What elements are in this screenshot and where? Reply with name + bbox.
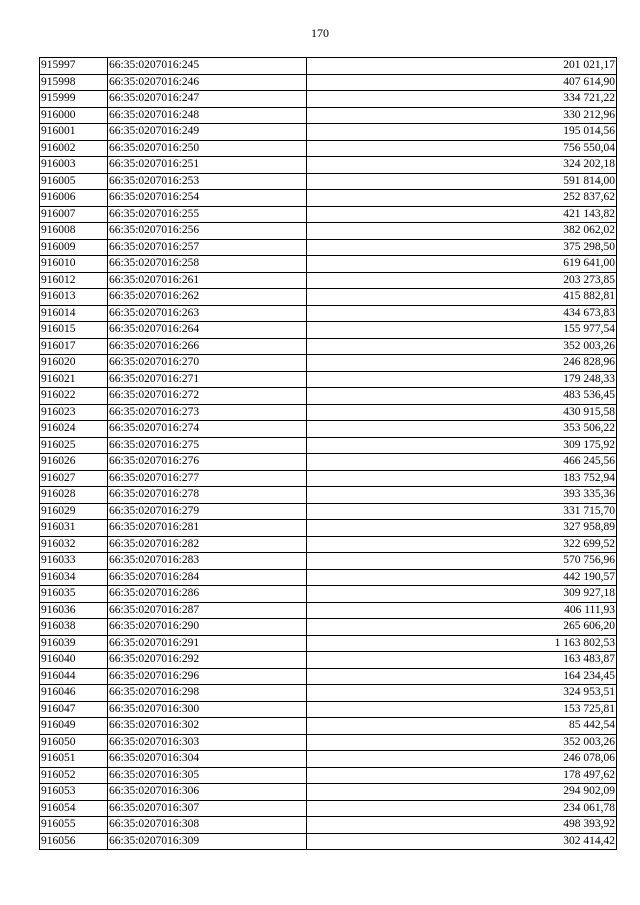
value-cell: 483 536,45 — [307, 388, 617, 405]
row-id-cell: 916035 — [40, 586, 108, 603]
value-cell: 265 606,20 — [307, 619, 617, 636]
row-id-cell: 916036 — [40, 602, 108, 619]
table-row — [40, 751, 617, 768]
value-cell: 421 143,82 — [307, 206, 617, 223]
row-id-cell: 916002 — [40, 140, 108, 157]
table-row — [40, 289, 617, 306]
row-id-cell: 916020 — [40, 355, 108, 372]
table-row — [40, 635, 617, 652]
cadastral-number-cell: 66:35:0207016:300 — [108, 701, 307, 718]
row-id-cell: 916047 — [40, 701, 108, 718]
table-row — [40, 107, 617, 124]
value-cell: 756 550,04 — [307, 140, 617, 157]
row-id-cell: 916034 — [40, 569, 108, 586]
row-id-cell: 916008 — [40, 223, 108, 240]
value-cell: 442 190,57 — [307, 569, 617, 586]
cadastral-number-cell: 66:35:0207016:277 — [108, 470, 307, 487]
row-id-cell: 916021 — [40, 371, 108, 388]
value-cell: 331 715,70 — [307, 503, 617, 520]
row-id-cell: 916032 — [40, 536, 108, 553]
table-row — [40, 140, 617, 157]
cadastral-number-cell: 66:35:0207016:261 — [108, 272, 307, 289]
value-cell: 430 915,58 — [307, 404, 617, 421]
row-id-cell: 916015 — [40, 322, 108, 339]
value-cell: 415 882,81 — [307, 289, 617, 306]
cadastral-number-cell: 66:35:0207016:278 — [108, 487, 307, 504]
cadastral-number-cell: 66:35:0207016:253 — [108, 173, 307, 190]
value-cell: 591 814,00 — [307, 173, 617, 190]
table-row — [40, 206, 617, 223]
table-row — [40, 305, 617, 322]
table-row — [40, 470, 617, 487]
row-id-cell: 916013 — [40, 289, 108, 306]
row-id-cell: 916040 — [40, 652, 108, 669]
value-cell: 407 614,90 — [307, 74, 617, 91]
row-id-cell: 916028 — [40, 487, 108, 504]
value-cell: 570 756,96 — [307, 553, 617, 570]
value-cell: 353 506,22 — [307, 421, 617, 438]
row-id-cell: 916056 — [40, 833, 108, 850]
row-id-cell: 916003 — [40, 157, 108, 174]
row-id-cell: 916009 — [40, 239, 108, 256]
table-row — [40, 619, 617, 636]
table-row — [40, 817, 617, 834]
row-id-cell: 916012 — [40, 272, 108, 289]
row-id-cell: 916022 — [40, 388, 108, 405]
row-id-cell: 916033 — [40, 553, 108, 570]
cadastral-number-cell: 66:35:0207016:276 — [108, 454, 307, 471]
table-row — [40, 454, 617, 471]
cadastral-number-cell: 66:35:0207016:275 — [108, 437, 307, 454]
row-id-cell: 916031 — [40, 520, 108, 537]
value-cell: 324 953,51 — [307, 685, 617, 702]
row-id-cell: 916029 — [40, 503, 108, 520]
value-cell: 302 414,42 — [307, 833, 617, 850]
value-cell: 178 497,62 — [307, 767, 617, 784]
cadastral-number-cell: 66:35:0207016:307 — [108, 800, 307, 817]
cadastral-number-cell: 66:35:0207016:249 — [108, 124, 307, 141]
value-cell: 163 483,87 — [307, 652, 617, 669]
cadastral-number-cell: 66:35:0207016:246 — [108, 74, 307, 91]
cadastral-number-cell: 66:35:0207016:286 — [108, 586, 307, 603]
cadastral-number-cell: 66:35:0207016:284 — [108, 569, 307, 586]
value-cell: 466 245,56 — [307, 454, 617, 471]
cadastral-number-cell: 66:35:0207016:305 — [108, 767, 307, 784]
value-cell: 309 927,18 — [307, 586, 617, 603]
table-row — [40, 58, 617, 75]
value-cell: 183 752,94 — [307, 470, 617, 487]
table-row — [40, 553, 617, 570]
table-row — [40, 800, 617, 817]
cadastral-number-cell: 66:35:0207016:309 — [108, 833, 307, 850]
cadastral-number-cell: 66:35:0207016:250 — [108, 140, 307, 157]
table-row — [40, 586, 617, 603]
value-cell: 393 335,36 — [307, 487, 617, 504]
value-cell: 309 175,92 — [307, 437, 617, 454]
page-number: 170 — [311, 26, 329, 40]
value-cell: 619 641,00 — [307, 256, 617, 273]
value-cell: 324 202,18 — [307, 157, 617, 174]
row-id-cell: 915999 — [40, 91, 108, 108]
table-row — [40, 338, 617, 355]
row-id-cell: 916017 — [40, 338, 108, 355]
value-cell: 375 298,50 — [307, 239, 617, 256]
row-id-cell: 915998 — [40, 74, 108, 91]
value-cell: 195 014,56 — [307, 124, 617, 141]
table-row — [40, 371, 617, 388]
table-row — [40, 833, 617, 850]
value-cell: 322 699,52 — [307, 536, 617, 553]
value-cell: 234 061,78 — [307, 800, 617, 817]
row-id-cell: 916038 — [40, 619, 108, 636]
cadastral-number-cell: 66:35:0207016:266 — [108, 338, 307, 355]
table-body — [40, 58, 617, 850]
table-row — [40, 602, 617, 619]
value-cell: 201 021,17 — [307, 58, 617, 75]
value-cell: 246 828,96 — [307, 355, 617, 372]
value-cell: 153 725,81 — [307, 701, 617, 718]
table-row — [40, 421, 617, 438]
cadastral-number-cell: 66:35:0207016:292 — [108, 652, 307, 669]
table-row — [40, 190, 617, 207]
table-row — [40, 124, 617, 141]
cadastral-number-cell: 66:35:0207016:256 — [108, 223, 307, 240]
row-id-cell: 916023 — [40, 404, 108, 421]
cadastral-number-cell: 66:35:0207016:254 — [108, 190, 307, 207]
value-cell: 252 837,62 — [307, 190, 617, 207]
cadastral-number-cell: 66:35:0207016:290 — [108, 619, 307, 636]
table-row — [40, 239, 617, 256]
cadastral-number-cell: 66:35:0207016:308 — [108, 817, 307, 834]
cadastral-number-cell: 66:35:0207016:264 — [108, 322, 307, 339]
table-row — [40, 91, 617, 108]
table-row — [40, 701, 617, 718]
row-id-cell: 916046 — [40, 685, 108, 702]
cadastral-number-cell: 66:35:0207016:258 — [108, 256, 307, 273]
cadastral-number-cell: 66:35:0207016:302 — [108, 718, 307, 735]
table-row — [40, 652, 617, 669]
cadastral-number-cell: 66:35:0207016:262 — [108, 289, 307, 306]
value-cell: 330 212,96 — [307, 107, 617, 124]
row-id-cell: 916049 — [40, 718, 108, 735]
cadastral-number-cell: 66:35:0207016:245 — [108, 58, 307, 75]
value-cell: 294 902,09 — [307, 784, 617, 801]
table-row — [40, 437, 617, 454]
value-cell: 382 062,02 — [307, 223, 617, 240]
table-row — [40, 157, 617, 174]
table-row — [40, 388, 617, 405]
row-id-cell: 916024 — [40, 421, 108, 438]
table-row — [40, 322, 617, 339]
value-cell: 164 234,45 — [307, 668, 617, 685]
value-cell: 203 273,85 — [307, 272, 617, 289]
row-id-cell: 916039 — [40, 635, 108, 652]
cadastral-number-cell: 66:35:0207016:287 — [108, 602, 307, 619]
table-row — [40, 487, 617, 504]
cadastral-number-cell: 66:35:0207016:303 — [108, 734, 307, 751]
row-id-cell: 916007 — [40, 206, 108, 223]
data-table — [39, 57, 617, 850]
table-row — [40, 503, 617, 520]
row-id-cell: 916025 — [40, 437, 108, 454]
cadastral-number-cell: 66:35:0207016:296 — [108, 668, 307, 685]
cadastral-number-cell: 66:35:0207016:270 — [108, 355, 307, 372]
row-id-cell: 916053 — [40, 784, 108, 801]
cadastral-number-cell: 66:35:0207016:306 — [108, 784, 307, 801]
cadastral-number-cell: 66:35:0207016:304 — [108, 751, 307, 768]
cadastral-number-cell: 66:35:0207016:273 — [108, 404, 307, 421]
table-row — [40, 536, 617, 553]
row-id-cell: 916001 — [40, 124, 108, 141]
table-row — [40, 272, 617, 289]
row-id-cell: 916000 — [40, 107, 108, 124]
table-row — [40, 355, 617, 372]
row-id-cell: 916014 — [40, 305, 108, 322]
row-id-cell: 915997 — [40, 58, 108, 75]
value-cell: 85 442,54 — [307, 718, 617, 735]
row-id-cell: 916054 — [40, 800, 108, 817]
row-id-cell: 916026 — [40, 454, 108, 471]
row-id-cell: 916005 — [40, 173, 108, 190]
row-id-cell: 916055 — [40, 817, 108, 834]
table-row — [40, 404, 617, 421]
table-row — [40, 256, 617, 273]
table-row — [40, 569, 617, 586]
cadastral-number-cell: 66:35:0207016:263 — [108, 305, 307, 322]
row-id-cell: 916050 — [40, 734, 108, 751]
row-id-cell: 916052 — [40, 767, 108, 784]
table-row — [40, 718, 617, 735]
value-cell: 352 003,26 — [307, 338, 617, 355]
cadastral-number-cell: 66:35:0207016:271 — [108, 371, 307, 388]
table-row — [40, 74, 617, 91]
value-cell: 334 721,22 — [307, 91, 617, 108]
cadastral-number-cell: 66:35:0207016:255 — [108, 206, 307, 223]
row-id-cell: 916010 — [40, 256, 108, 273]
cadastral-number-cell: 66:35:0207016:279 — [108, 503, 307, 520]
table-row — [40, 734, 617, 751]
cadastral-number-cell: 66:35:0207016:291 — [108, 635, 307, 652]
cadastral-number-cell: 66:35:0207016:283 — [108, 553, 307, 570]
cadastral-number-cell: 66:35:0207016:281 — [108, 520, 307, 537]
cadastral-number-cell: 66:35:0207016:274 — [108, 421, 307, 438]
row-id-cell: 916044 — [40, 668, 108, 685]
row-id-cell: 916027 — [40, 470, 108, 487]
row-id-cell: 916006 — [40, 190, 108, 207]
value-cell: 1 163 802,53 — [307, 635, 617, 652]
cadastral-number-cell: 66:35:0207016:272 — [108, 388, 307, 405]
table-row — [40, 173, 617, 190]
value-cell: 179 248,33 — [307, 371, 617, 388]
value-cell: 406 111,93 — [307, 602, 617, 619]
table-row — [40, 767, 617, 784]
value-cell: 434 673,83 — [307, 305, 617, 322]
table-row — [40, 668, 617, 685]
table-row — [40, 784, 617, 801]
cadastral-number-cell: 66:35:0207016:282 — [108, 536, 307, 553]
cadastral-number-cell: 66:35:0207016:247 — [108, 91, 307, 108]
cadastral-number-cell: 66:35:0207016:248 — [108, 107, 307, 124]
value-cell: 498 393,92 — [307, 817, 617, 834]
value-cell: 155 977,54 — [307, 322, 617, 339]
value-cell: 352 003,26 — [307, 734, 617, 751]
row-id-cell: 916051 — [40, 751, 108, 768]
value-cell: 327 958,89 — [307, 520, 617, 537]
cadastral-number-cell: 66:35:0207016:257 — [108, 239, 307, 256]
table-row — [40, 685, 617, 702]
table-row — [40, 520, 617, 537]
table-row — [40, 223, 617, 240]
cadastral-number-cell: 66:35:0207016:251 — [108, 157, 307, 174]
cadastral-number-cell: 66:35:0207016:298 — [108, 685, 307, 702]
value-cell: 246 078,06 — [307, 751, 617, 768]
